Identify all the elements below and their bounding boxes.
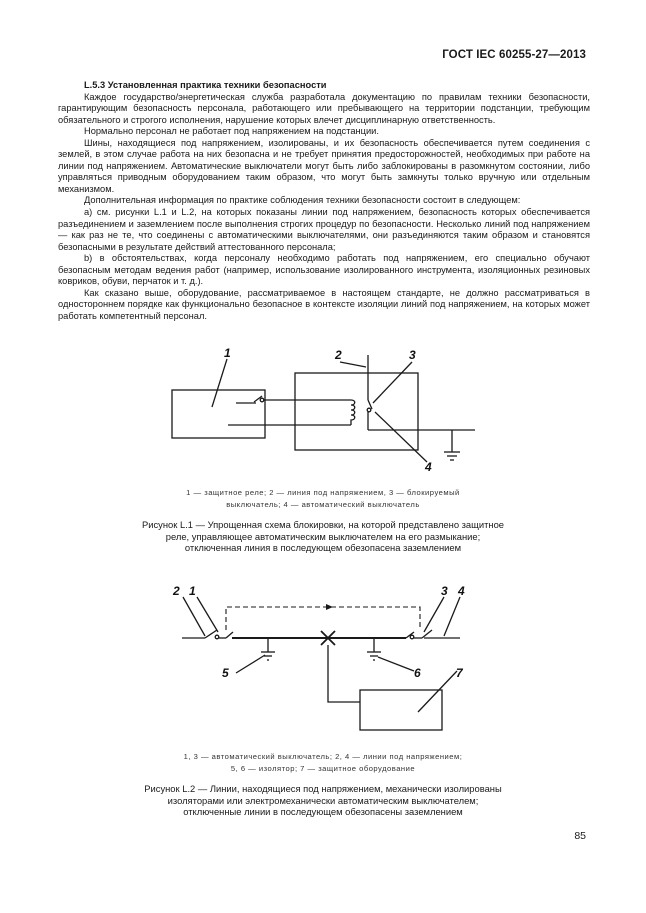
caption-line: отключенные линии в последующем обезопасены заземлением — [183, 806, 463, 818]
interlock-arrow — [326, 604, 333, 610]
mechanical-interlock-link — [226, 607, 420, 630]
figure1-label-4: 4 — [425, 460, 432, 474]
label-pointer-6 — [378, 657, 414, 671]
figure2-label-5: 5 — [222, 666, 229, 680]
label-pointer-7 — [418, 671, 457, 712]
label-pointer-2 — [183, 597, 205, 636]
figure2-label-3: 3 — [441, 584, 448, 598]
paragraph: Шины, находящиеся под напряжением, изолированы, и их безопасность обеспечивается путем соединения с землей, в этом случае работа на них безопасна и не требует принятия предосторожностей, необходимых при работе на линии под напряжением. Автоматические выключатели могут быть либо заблокированы в разомкнутом состоянии, либо управляться приводным оборудованием таким образом, что могут быть замкнуты только вручную или отдельным механизмом. — [58, 137, 590, 194]
legend-line: 1 — защитное реле; 2 — линия под напряжением, 3 — блокируемый — [186, 488, 460, 497]
figure2-legend — [0, 751, 646, 775]
breaker-1-terminal — [215, 635, 219, 639]
page-number: 85 — [574, 830, 586, 842]
label-pointer-3 — [424, 597, 444, 632]
paragraph: Нормально персонал не работает под напряжением на подстанции. — [84, 126, 379, 137]
figure2-label-6: 6 — [414, 666, 421, 680]
figure1-caption — [0, 519, 646, 554]
breaker-1-contact — [226, 632, 233, 638]
equipment-connection — [328, 645, 360, 702]
paragraph: b) в обстоятельствах, когда персоналу необходимо работать под напряжением, его специально обучают безопасным методам ведения работ (например, использование изолированного инструмента, изоляционных резиновых ковриков, обуви, перчаток и т. д.). — [58, 253, 590, 287]
document-standard-header: ГОСТ IEC 60255-27—2013 — [442, 49, 586, 61]
breaker-3-terminal — [410, 635, 414, 639]
figure1-label-2: 2 — [335, 348, 342, 362]
breaker-3-blade — [422, 630, 432, 638]
paragraph: а) см. рисунки L.1 и L.2, на которых показаны линии под напряжением, безопасность которых обеспечивается разъединением и заземлением после выполнения строгих процедур по безопасности. Несколько линий под напряжением — как раз не те, что соединены с автоматическими выключателями, они разъединяются таким образом и становятся безопасными в результате действий аттестованного персонала; — [58, 207, 590, 252]
paragraph: Как сказано выше, оборудование, рассматриваемое в настоящем стандарте, не должно рассматриваться в одностороннем порядке как функционально безопасное в контексте изоляции линий под напряжением, на которых может работать компетентный персонал. — [58, 287, 590, 321]
figure1-legend — [0, 487, 646, 511]
figure2-label-2: 2 — [173, 584, 180, 598]
caption-line: изоляторами или электромеханически автоматическим выключателем; — [167, 794, 479, 806]
label-pointer-4 — [444, 597, 460, 636]
paragraph: Каждое государство/энергетическая служба разработала документацию по правилам техники безопасности, гарантирующим безопасность персонала, работающего или пребывающего на территории подстанции, требующим обязательного и строгого исполнения, нарушение которых влечет дисциплинарную ответственность. — [58, 91, 590, 125]
paragraph: Дополнительная информация по практике соблюдения техники безопасности состоит в следующем: — [84, 195, 521, 206]
figure1-label-3: 3 — [409, 348, 416, 362]
figure2-label-7: 7 — [456, 666, 463, 680]
caption-line: Рисунок L.1 — Упрощенная схема блокировки, на которой представлено защитное — [141, 519, 504, 530]
caption-line: отключенная линия в последующем обезопасена заземлением — [184, 542, 462, 554]
figure2-label-4: 4 — [458, 584, 465, 598]
figure2-label-1: 1 — [189, 584, 196, 598]
caption-line: Рисунок L.2 — Линии, находящиеся под напряжением, механически изолированы — [144, 783, 502, 794]
protective-equipment-box — [360, 690, 442, 730]
label-pointer-5 — [236, 655, 265, 673]
legend-line: 1, 3 — автоматический выключатель; 2, 4 — линии под напряжением; — [183, 752, 463, 761]
figure1-label-1: 1 — [224, 346, 231, 360]
figure2-caption — [0, 783, 646, 818]
section-heading: L.5.3 Установленная практика техники безопасности — [84, 80, 327, 90]
caption-line: реле, управляющее автоматическим выключателем на его размыкание; — [165, 530, 481, 542]
legend-line: 5, 6 — изолятор; 7 — защитное оборудование — [230, 764, 416, 773]
legend-line: выключатель; 4 — автоматический выключатель — [226, 500, 420, 509]
